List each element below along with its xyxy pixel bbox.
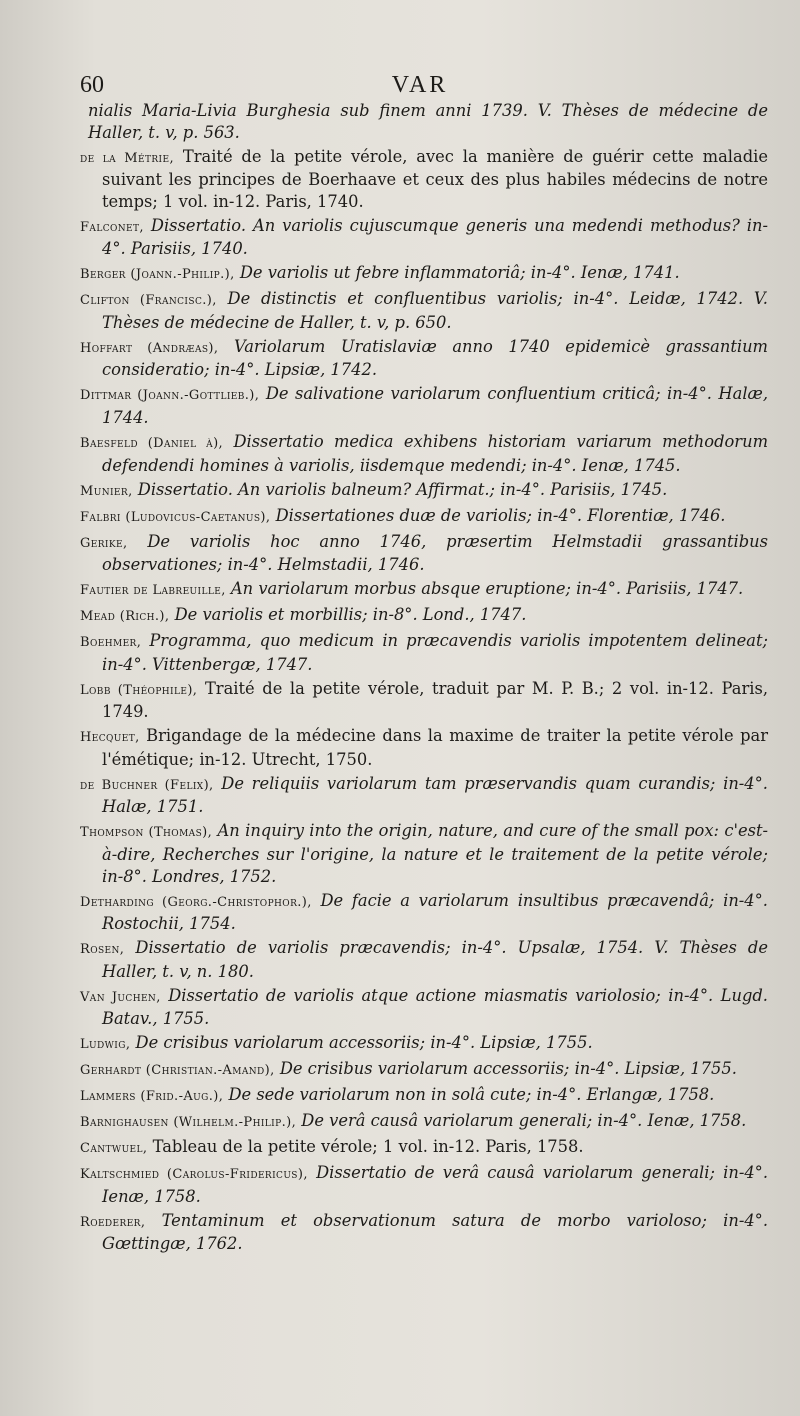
bibliography-entry [80,820,768,887]
entry-title: De verâ causâ variolarum generali; in-4°. Ienæ, 1758. [296,1111,747,1131]
entry-author: Ludwig, [80,1037,131,1053]
bibliography-entry [80,262,768,286]
bibliography-entry [80,288,768,333]
entry-title: De crisibus variolarum accessoriis; in-4°. Lipsiæ, 1755. [130,1033,593,1053]
entry-title: De reliquiis variolarum tam præservandis quam curandis; in-4°. Halæ, 1751. [102,773,768,817]
entry-title: Dissertatio medica exhibens historiam variarum methodorum defendendi homines à variolis, iisdemque medendi; in-4°. Ienæ, 1745. [102,432,769,475]
page-number: 60 [80,72,104,98]
entry-author: Kaltschmied (Carolus-Fridericus), [80,1167,308,1183]
entry-title: De crisibus variolarum accessoriis; in-4°. Lipsiæ, 1755. [274,1059,737,1079]
bibliography-entry [80,215,768,260]
bibliography-entry [80,578,768,602]
entry-title: Dissertatio de verâ causâ variolarum generali; in-4°. Ienæ, 1758. [102,1163,768,1206]
entry-author: Hoffart (Andræas), [80,340,219,356]
bibliography-entry [80,890,768,935]
bibliography-entry [80,336,768,381]
bibliography-entry [80,531,768,576]
entry-author: Barnighausen (Wilhelm.-Philip.), [80,1115,297,1131]
entry-author: Gerhardt (Christian.-Amand), [80,1063,275,1079]
bibliography-entry [80,1136,768,1160]
entry-title: Dissertatio. An variolis balneum? Affirmat.; in-4°. Parisiis, 1745. [132,479,668,499]
entry-title: An variolarum morbus absque eruptione; in-4°. Parisiis, 1747. [225,579,744,599]
entry-author: Van Juchen, [80,989,161,1005]
bibliography-entry [80,678,768,723]
entry-author: Hecquet, [80,730,140,746]
bibliography-entry [80,383,768,428]
entry-title: Dissertatio de variolis atque actione miasmatis variolosio; in-4°. Lugd. Batav., 1755. [102,985,768,1029]
entry-title: nialis Maria-Livia Burghesia sub finem anni 1739. V. Thèses de médecine de Haller, t. v, p. 563. [88,101,768,142]
entry-title: Dissertatio. An variolis cujuscumque generis una medendi methodus? in-4°. Parisiis, 1740. [102,215,768,259]
entry-title: Traité de la petite vérole, traduit par M. P. B.; 2 vol. in-12. Paris, 1749. [102,678,768,722]
page-header [80,72,760,102]
entry-title: De salivatione variolarum confluentium criticâ; in-4°. Halæ, 1744. [102,384,769,428]
entry-author: de Buchner (Felix), [80,777,214,793]
entry-title: Tentaminum et observationum satura de morbo varioloso; in-4°. Gœttingæ, 1762. [102,1210,768,1254]
entry-title: Brigandage de la médecine dans la maxime de traiter la petite vérole par l'émétique; in-12. Utrecht, 1750. [102,726,768,769]
bibliography-entry [80,1162,768,1207]
entry-author: Baesfeld (Daniel à), [80,436,224,452]
bibliography-list [80,100,768,1257]
entry-author: Thompson (Thomas), [80,825,213,841]
entry-title: De variolis ut febre inflammatoriâ; in-4°. Ienæ, 1741. [234,263,680,283]
entry-author: Mead (Rich.), [80,609,170,625]
entry-title: De facie a variolarum insultibus præcavendâ; in-4°. Rostochii, 1754. [102,890,768,934]
bibliography-entry [80,146,768,213]
bibliography-entry [80,100,768,143]
entry-author: Lobb (Théophile), [80,682,198,698]
bibliography-entry [80,725,768,770]
entry-author: Rosen, [80,942,125,958]
entry-author: Fautier de Labreuille, [80,583,226,599]
entry-author: Falbri (Ludovicus-Caetanus), [80,509,271,525]
entry-author: Boehmer, [80,635,142,651]
entry-title: Dissertatio de variolis præcavendis; in-4°. Upsalæ, 1754. V. Thèses de Haller, t. v, n. 180. [102,938,768,981]
bibliography-entry [80,1032,768,1056]
entry-title: Programma, quo medicum in præcavendis variolis impotentem delineat; in-4°. Vittenbergæ, 1747. [102,631,768,674]
bibliography-entry [80,479,768,503]
bibliography-entry [80,985,768,1030]
entry-title: De variolis et morbillis; in-8°. Lond., 1747. [169,605,527,625]
bibliography-entry [80,604,768,628]
entry-author: Detharding (Georg.-Christophor.), [80,894,312,910]
bibliography-entry [80,1110,768,1134]
entry-author: Cantwuel, [80,1141,148,1157]
entry-title: Tableau de la petite vérole; 1 vol. in-12. Paris, 1758. [147,1137,584,1157]
entry-author: Roederer, [80,1214,146,1230]
bibliography-entry [80,1084,768,1108]
entry-author: de la Métrie, [80,150,174,166]
entry-title: De sede variolarum non in solâ cute; in-4°. Erlangæ, 1758. [223,1085,715,1105]
bibliography-entry [80,1210,768,1255]
entry-author: Lammers (Frid.-Aug.), [80,1089,224,1105]
entry-title: Traité de la petite vérole, avec la manière de guérir cette maladie suivant les principes de Boerhaave et ceux des plus habiles médecins de notre temps; 1 vol. in-12. Paris, 1740. [102,146,768,211]
bibliography-entry [80,505,768,529]
bibliography-entry [80,937,768,982]
entry-title: De distinctis et confluentibus variolis; in-4°. Leidæ, 1742. V. Thèses de médecine de Haller, t. v, p. 650. [102,289,768,332]
entry-title: Variolarum Uratislaviæ anno 1740 epidemicè grassantium consideratio; in-4°. Lipsiæ, 1742. [102,336,768,380]
running-head: VAR [391,72,449,98]
entry-author: Clifton (Francisc.), [80,293,217,309]
bibliography-entry [80,1058,768,1082]
entry-author: Dittmar (Joann.-Gottlieb.), [80,388,260,404]
entry-title: De variolis hoc anno 1746, præsertim Helmstadii grassantibus observationes; in-4°. Helmstadii, 1746. [102,531,768,575]
entry-title: An inquiry into the origin, nature, and cure of the small pox: c'est-à-dire, Recherches sur l'origine, la nature et le traitement de la petite vérole; in-8°. Londres, 1752. [102,821,768,886]
bibliography-entry [80,630,768,675]
bibliography-entry [80,773,768,818]
entry-author: Berger (Joann.-Philip.), [80,267,235,283]
entry-title: Dissertationes duæ de variolis; in-4°. Florentiæ, 1746. [270,505,726,525]
entry-author: Munier, [80,483,133,499]
entry-author: Falconet, [80,219,144,235]
entry-author: Gerike, [80,535,128,551]
bibliography-entry [80,431,768,476]
